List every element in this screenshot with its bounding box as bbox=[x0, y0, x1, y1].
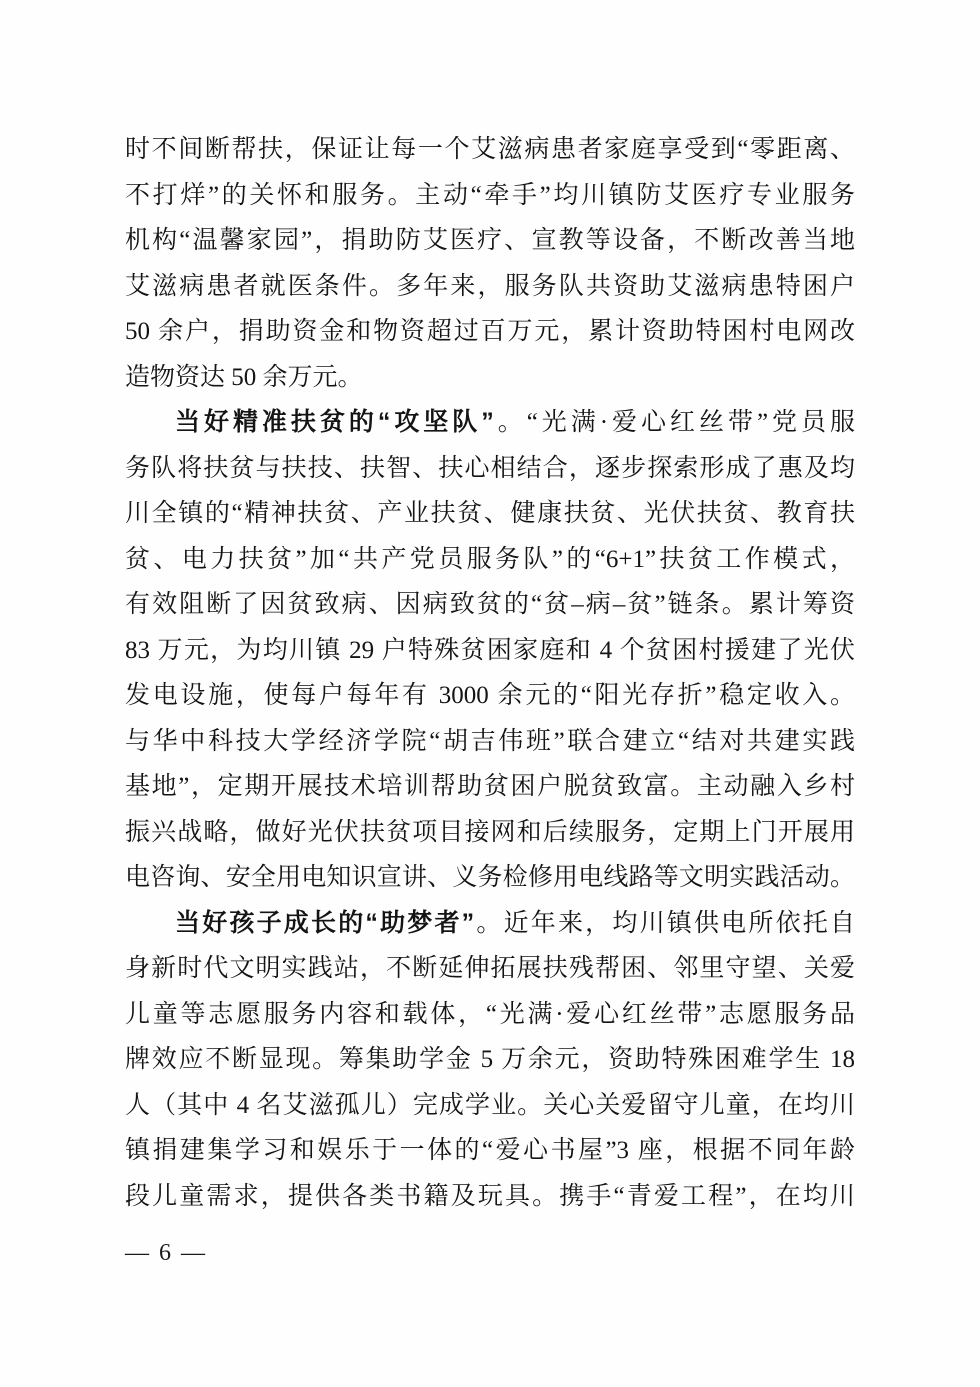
text-line: 贫、电力扶贫”加“共产党员服务队”的“6+1”扶贫工作模式， bbox=[125, 545, 855, 573]
text-line: 人（其中 4 名艾滋孤儿）完成学业。关心关爱留守儿童，在均川 bbox=[125, 1091, 855, 1119]
text-line: 段儿童需求，提供各类书籍及玩具。携手“青爱工程”，在均川 bbox=[125, 1182, 855, 1210]
text-line: 发电设施，使每户每年有 3000 余元的“阳光存折”稳定收入。 bbox=[125, 682, 855, 709]
text-line: 有效阻断了因贫致病、因病致贫的“贫–病–贫”链条。累计筹资 bbox=[125, 591, 855, 618]
text-line: 造物资达 50 余万元。 bbox=[125, 363, 363, 391]
text-line: 川全镇的“精神扶贫、产业扶贫、健康扶贫、光伏扶贫、教育扶 bbox=[125, 500, 855, 527]
paragraph-3 bbox=[125, 901, 855, 1220]
text-line: 基地”，定期开展技术培训帮助贫困户脱贫致富。主动融入乡村 bbox=[125, 773, 855, 800]
page-number: — 6 — bbox=[125, 1240, 207, 1266]
text-line: 儿童等志愿服务内容和载体，“光满·爱心红丝带”志愿服务品 bbox=[125, 1000, 855, 1028]
text-line: 镇捐建集学习和娱乐于一体的“爱心书屋”3 座，根据不同年龄 bbox=[125, 1137, 855, 1164]
text-line: 与华中科技大学经济学院“胡吉伟班”联合建立“结对共建实践 bbox=[125, 727, 855, 755]
paragraph-1 bbox=[125, 127, 855, 400]
text-line: 不打烊”的关怀和服务。主动“牵手”均川镇防艾医疗专业服务 bbox=[125, 181, 855, 209]
text-line: 务队将扶贫与扶技、扶智、扶心相结合，逐步探索形成了惠及均 bbox=[125, 454, 855, 482]
text-line: 83 万元，为均川镇 29 户特殊贫困家庭和 4 个贫困村援建了光伏 bbox=[125, 636, 855, 664]
bold-run-in-heading: 当好孩子成长的“助梦者” bbox=[175, 908, 475, 937]
text-line: 牌效应不断显现。筹集助学金 5 万余元，资助特殊困难学生 18 bbox=[125, 1046, 855, 1073]
text-line: 振兴战略，做好光伏扶贫项目接网和后续服务，定期上门开展用 bbox=[125, 818, 855, 846]
text-line: 身新时代文明实践站，不断延伸拓展扶残帮困、邻里守望、关爱 bbox=[125, 955, 855, 982]
text-line: 时不间断帮扶，保证让每一个艾滋病患者家庭享受到“零距离、 bbox=[125, 136, 855, 163]
bold-run-in-heading: 当好精准扶贫的“攻坚队” bbox=[175, 408, 494, 436]
text-line: 艾滋病患者就医条件。多年来，服务队共资助艾滋病患特困户 bbox=[125, 272, 855, 300]
text-block bbox=[125, 127, 855, 1219]
text-line: 50 余户，捐助资金和物资超过百万元，累计资助特困村电网改 bbox=[125, 318, 855, 345]
text-line: 当好精准扶贫的“攻坚队”。“光满·爱心红丝带”党员服 bbox=[175, 408, 855, 436]
paragraph-2 bbox=[125, 400, 855, 901]
text-line: 当好孩子成长的“助梦者”。近年来，均川镇供电所依托自 bbox=[175, 908, 855, 937]
text-line: 电咨询、安全用电知识宣讲、义务检修用电线路等文明实践活动。 bbox=[125, 864, 855, 891]
text-line: 机构“温馨家园”，捐助防艾医疗、宣教等设备，不断改善当地 bbox=[125, 227, 855, 254]
